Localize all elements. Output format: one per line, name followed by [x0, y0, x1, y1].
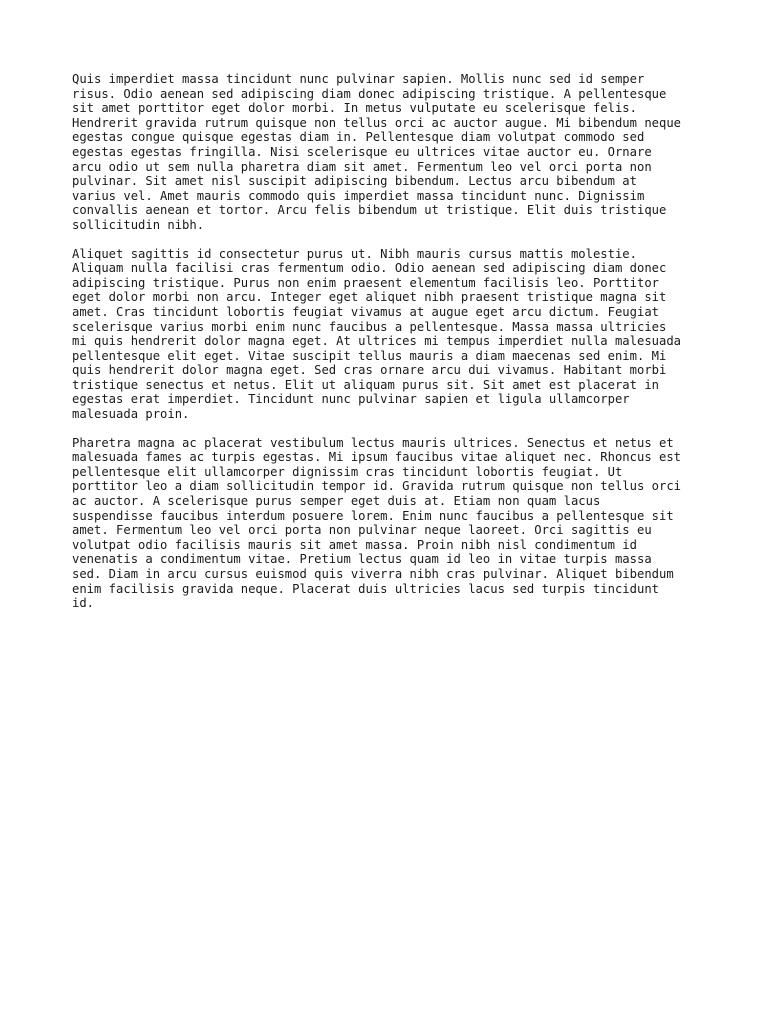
- paragraph-3: Pharetra magna ac placerat vestibulum lectus mauris ultrices. Senectus et netus et malesuada fames ac turpis egestas. Mi ipsum faucibus vitae aliquet nec. Rhoncus est pellentesque elit ullamcorper dignissim cras tincidunt lobortis feugiat. Ut porttitor leo a diam sollicitudin tempor id. Gravida rutrum quisque non tellus orci ac auctor. A scelerisque purus semper eget duis at. Etiam non quam lacus suspendisse faucibus interdum posuere lorem. Enim nunc faucibus a pellentesque sit amet. Fermentum leo vel orci porta non pulvinar neque laoreet. Orci sagittis eu volutpat odio facilisis mauris sit amet massa. Proin nibh nisl condimentum id venenatis a condimentum vitae. Pretium lectus quam id leo in vitae turpis massa sed. Diam in arcu cursus euismod quis viverra nibh cras pulvinar. Aliquet bibendum enim facilisis gravida neque. Placerat duis ultricies lacus sed turpis tincidunt id.: [72, 435, 682, 611]
- paragraph-2: Aliquet sagittis id consectetur purus ut. Nibh mauris cursus mattis molestie. Aliquam nulla facilisi cras fermentum odio. Odio aenean sed adipiscing diam donec adipiscing tristique. Purus non enim praesent elementum facilisis leo. Porttitor eget dolor morbi non arcu. Integer eget aliquet nibh praesent tristique magna sit amet. Cras tincidunt lobortis feugiat vivamus at augue eget arcu dictum. Feugiat scelerisque varius morbi enim nunc faucibus a pellentesque. Massa massa ultricies mi quis hendrerit dolor magna eget. At ultrices mi tempus imperdiet nulla malesuada pellentesque elit eget. Vitae suscipit tellus mauris a diam maecenas sed enim. Mi quis hendrerit dolor magna eget. Sed cras ornare arcu dui vivamus. Habitant morbi tristique senectus et netus. Elit ut aliquam purus sit. Sit amet est placerat in egestas erat imperdiet. Tincidunt nunc pulvinar sapien et ligula ullamcorper malesuada proin.: [72, 246, 682, 422]
- document-page: [72, 72, 702, 625]
- paragraph-1: Quis imperdiet massa tincidunt nunc pulvinar sapien. Mollis nunc sed id semper risus. Odio aenean sed adipiscing diam donec adipiscing tristique. A pellentesque sit amet porttitor eget dolor morbi. In metus vulputate eu scelerisque felis. Hendrerit gravida rutrum quisque non tellus orci ac auctor augue. Mi bibendum neque egestas congue quisque egestas diam in. Pellentesque diam volutpat commodo sed egestas egestas fringilla. Nisi scelerisque eu ultrices vitae auctor eu. Ornare arcu odio ut sem nulla pharetra diam sit amet. Fermentum leo vel orci porta non pulvinar. Sit amet nisl suscipit adipiscing bibendum. Lectus arcu bibendum at varius vel. Amet mauris commodo quis imperdiet massa tincidunt nunc. Dignissim convallis aenean et tortor. Arcu felis bibendum ut tristique. Elit duis tristique sollicitudin nibh.: [72, 72, 682, 232]
